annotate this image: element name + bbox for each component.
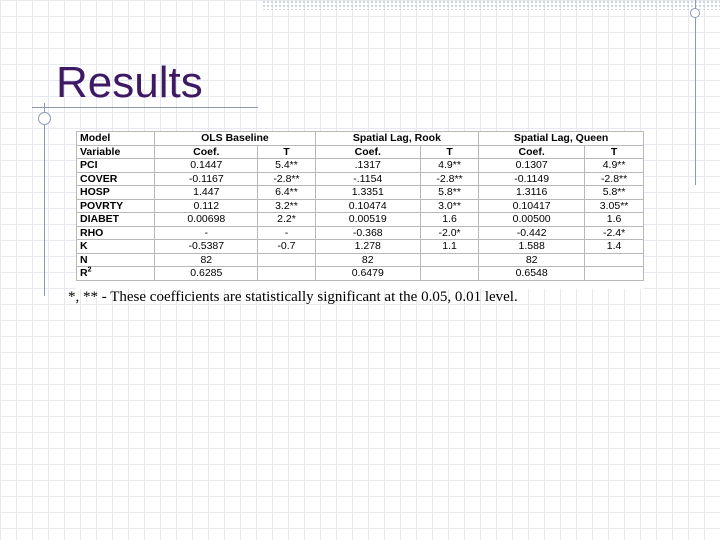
rook-coef-cell: 0.6479 bbox=[315, 267, 420, 281]
queen-coef-cell: 82 bbox=[479, 253, 585, 267]
ols-coef-cell: 1.447 bbox=[155, 186, 258, 200]
subheader-t: T bbox=[420, 145, 478, 159]
ols-t-cell: 5.4** bbox=[258, 159, 315, 173]
variable-name: POVRTY bbox=[80, 199, 124, 212]
rook-t-cell: -2.8** bbox=[420, 172, 478, 186]
ols-t-cell: 3.2** bbox=[258, 199, 315, 213]
significance-footnote: *, ** - These coefficients are statistically significant at the 0.05, 0.01 level. bbox=[68, 289, 518, 305]
queen-coef-cell: -0.1149 bbox=[479, 172, 585, 186]
ols-coef-cell: 0.112 bbox=[155, 199, 258, 213]
variable-name: DIABET bbox=[80, 213, 120, 226]
queen-coef-cell: 0.6548 bbox=[479, 267, 585, 281]
queen-t-cell: 3.05** bbox=[585, 199, 644, 213]
rook-coef-cell: .1317 bbox=[315, 159, 420, 173]
variable-name: N bbox=[80, 253, 88, 266]
subheader-t: T bbox=[585, 145, 644, 159]
table-row bbox=[77, 226, 644, 240]
variable-name-cell bbox=[77, 199, 155, 213]
rook-coef-cell: 0.00519 bbox=[315, 213, 420, 227]
title-underline bbox=[32, 107, 258, 108]
right-decoration-circle bbox=[690, 8, 700, 18]
variable-name-cell bbox=[77, 226, 155, 240]
subheader-t: T bbox=[258, 145, 315, 159]
ols-coef-cell: -0.5387 bbox=[155, 240, 258, 254]
ols-coef-cell: 82 bbox=[155, 253, 258, 267]
variable-name-cell bbox=[77, 159, 155, 173]
rook-t-cell bbox=[420, 253, 478, 267]
queen-t-cell: 4.9** bbox=[585, 159, 644, 173]
variable-name-cell bbox=[77, 186, 155, 200]
table-row bbox=[77, 159, 644, 173]
left-decoration-circle bbox=[38, 112, 51, 125]
table-row bbox=[77, 186, 644, 200]
table-row bbox=[77, 172, 644, 186]
subheader-coef: Coef. bbox=[155, 145, 258, 159]
subheader-coef: Coef. bbox=[479, 145, 585, 159]
variable-name: PCI bbox=[80, 159, 98, 172]
variable-name: COVER bbox=[80, 172, 118, 185]
variable-name-cell bbox=[77, 253, 155, 267]
rook-t-cell: 1.1 bbox=[420, 240, 478, 254]
right-decoration-line bbox=[695, 0, 696, 185]
rook-t-cell: -2.0* bbox=[420, 226, 478, 240]
queen-t-cell: -2.8** bbox=[585, 172, 644, 186]
ols-coef-cell: -0.1167 bbox=[155, 172, 258, 186]
rook-t-cell: 1.6 bbox=[420, 213, 478, 227]
subheader-variable-label: Variable bbox=[77, 145, 155, 159]
rook-coef-cell: 82 bbox=[315, 253, 420, 267]
queen-t-cell: -2.4* bbox=[585, 226, 644, 240]
ols-t-cell: 6.4** bbox=[258, 186, 315, 200]
rook-coef-cell: -0.368 bbox=[315, 226, 420, 240]
top-decoration-band bbox=[262, 0, 720, 10]
table-row bbox=[77, 267, 644, 281]
subheader-coef: Coef. bbox=[315, 145, 420, 159]
queen-t-cell bbox=[585, 253, 644, 267]
ols-t-cell bbox=[258, 253, 315, 267]
queen-coef-cell: 1.3116 bbox=[479, 186, 585, 200]
queen-coef-cell: -0.442 bbox=[479, 226, 585, 240]
left-decoration-line bbox=[44, 103, 45, 296]
queen-coef-cell: 1.588 bbox=[479, 240, 585, 254]
ols-t-cell bbox=[258, 267, 315, 281]
variable-name-cell bbox=[77, 172, 155, 186]
ols-t-cell: 2.2* bbox=[258, 213, 315, 227]
model-header-ols: OLS Baseline bbox=[155, 132, 315, 146]
queen-coef-cell: 0.10417 bbox=[479, 199, 585, 213]
table-row bbox=[77, 213, 644, 227]
model-header-queen: Spatial Lag, Queen bbox=[479, 132, 644, 146]
variable-name-cell bbox=[77, 213, 155, 227]
rook-t-cell: 5.8** bbox=[420, 186, 478, 200]
slide-title: Results bbox=[56, 58, 203, 107]
queen-t-cell bbox=[585, 267, 644, 281]
ols-t-cell: -0.7 bbox=[258, 240, 315, 254]
rook-t-cell: 3.0** bbox=[420, 199, 478, 213]
variable-name: HOSP bbox=[80, 186, 110, 199]
table-row bbox=[77, 240, 644, 254]
rook-t-cell: 4.9** bbox=[420, 159, 478, 173]
variable-superscript: 2 bbox=[87, 266, 92, 274]
ols-coef-cell: 0.1447 bbox=[155, 159, 258, 173]
variable-name: RHO bbox=[80, 226, 104, 239]
variable-name: R bbox=[80, 267, 88, 280]
table-row bbox=[77, 253, 644, 267]
rook-coef-cell: 1.3351 bbox=[315, 186, 420, 200]
ols-coef-cell: 0.00698 bbox=[155, 213, 258, 227]
ols-coef-cell: - bbox=[155, 226, 258, 240]
queen-t-cell: 1.4 bbox=[585, 240, 644, 254]
model-header-rook: Spatial Lag, Rook bbox=[315, 132, 479, 146]
results-table bbox=[76, 131, 644, 281]
ols-coef-cell: 0.6285 bbox=[155, 267, 258, 281]
header-model-label: Model bbox=[77, 132, 155, 146]
queen-coef-cell: 0.1307 bbox=[479, 159, 585, 173]
queen-coef-cell: 0.00500 bbox=[479, 213, 585, 227]
queen-t-cell: 5.8** bbox=[585, 186, 644, 200]
rook-coef-cell: 1.278 bbox=[315, 240, 420, 254]
table-row bbox=[77, 199, 644, 213]
ols-t-cell: - bbox=[258, 226, 315, 240]
rook-coef-cell: 0.10474 bbox=[315, 199, 420, 213]
table-subheader-row bbox=[77, 145, 644, 159]
variable-name-cell bbox=[77, 267, 155, 281]
rook-t-cell bbox=[420, 267, 478, 281]
queen-t-cell: 1.6 bbox=[585, 213, 644, 227]
table-header-row bbox=[77, 132, 644, 146]
ols-t-cell: -2.8** bbox=[258, 172, 315, 186]
variable-name-cell bbox=[77, 240, 155, 254]
results-table-image bbox=[76, 131, 644, 289]
rook-coef-cell: -.1154 bbox=[315, 172, 420, 186]
variable-name: K bbox=[80, 240, 88, 253]
